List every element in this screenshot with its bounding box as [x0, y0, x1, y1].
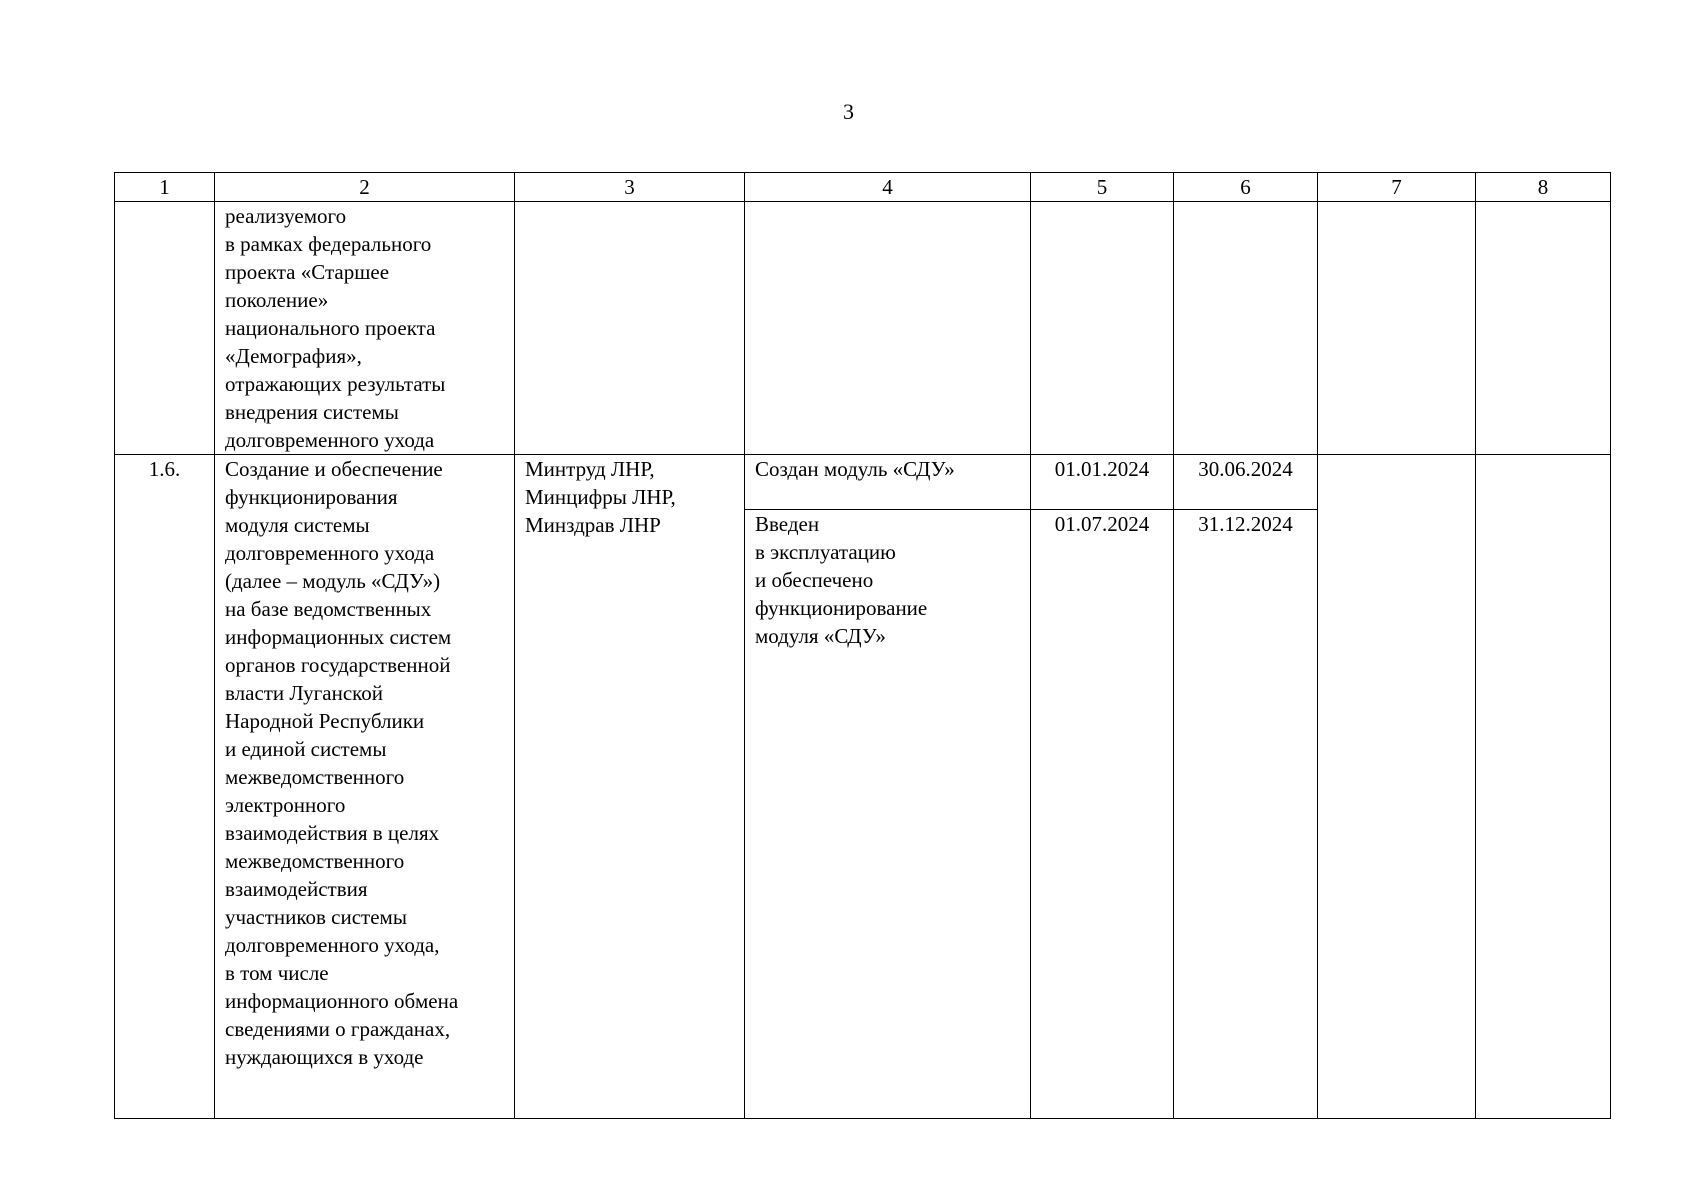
header-col-7: 7: [1318, 173, 1476, 202]
end-date-cell-1: 30.06.2024: [1174, 455, 1318, 510]
header-col-4: 4: [745, 173, 1031, 202]
result-cell-2: Введен в эксплуатацию и обеспечено функционирование модуля «СДУ»: [745, 510, 1031, 1119]
start-date-cell-1: 01.01.2024: [1031, 455, 1174, 510]
row-executors-cell: Минтруд ЛНР, Минцифры ЛНР, Минздрав ЛНР: [515, 455, 745, 1119]
continuation-name-cell: реализуемого в рамках федерального проекта «Старшее поколение» национального проекта «Демография», отражающих результаты внедрения системы долговременного ухода: [215, 202, 515, 455]
header-col-8: 8: [1476, 173, 1611, 202]
table-row-1-6-result-1: [115, 455, 1611, 510]
continuation-col7-cell: [1318, 202, 1476, 455]
header-col-3: 3: [515, 173, 745, 202]
row-col8-cell: [1476, 455, 1611, 1119]
continuation-col8-cell: [1476, 202, 1611, 455]
continuation-start-cell: [1031, 202, 1174, 455]
row-name-cell: Создание и обеспечение функционирования модуля системы долговременного ухода (далее – модуль «СДУ») на базе ведомственных информационных систем органов государственной власти Луганской Народной Республики и единой системы межведомственного электронного взаимодействия в целях межведомственного взаимодействия участников системы долговременного ухода, в том числе информационного обмена сведениями о гражданах, нуждающихся в уходе: [215, 455, 515, 1119]
header-col-6: 6: [1174, 173, 1318, 202]
page-number: 3: [843, 99, 854, 124]
result-cell-1: Создан модуль «СДУ»: [745, 455, 1031, 510]
header-row: [115, 173, 1611, 202]
start-date-cell-2: 01.07.2024: [1031, 510, 1174, 1119]
header-col-2: 2: [215, 173, 515, 202]
plan-table: [114, 172, 1611, 1119]
row-number-cell: 1.6.: [115, 455, 215, 1119]
header-col-5: 5: [1031, 173, 1174, 202]
continuation-end-cell: [1174, 202, 1318, 455]
continuation-number-cell: [115, 202, 215, 455]
end-date-cell-2: 31.12.2024: [1174, 510, 1318, 1119]
continuation-result-cell: [745, 202, 1031, 455]
row-col7-cell: [1318, 455, 1476, 1119]
continuation-executors-cell: [515, 202, 745, 455]
header-col-1: 1: [115, 173, 215, 202]
table-row-continuation: [115, 202, 1611, 455]
